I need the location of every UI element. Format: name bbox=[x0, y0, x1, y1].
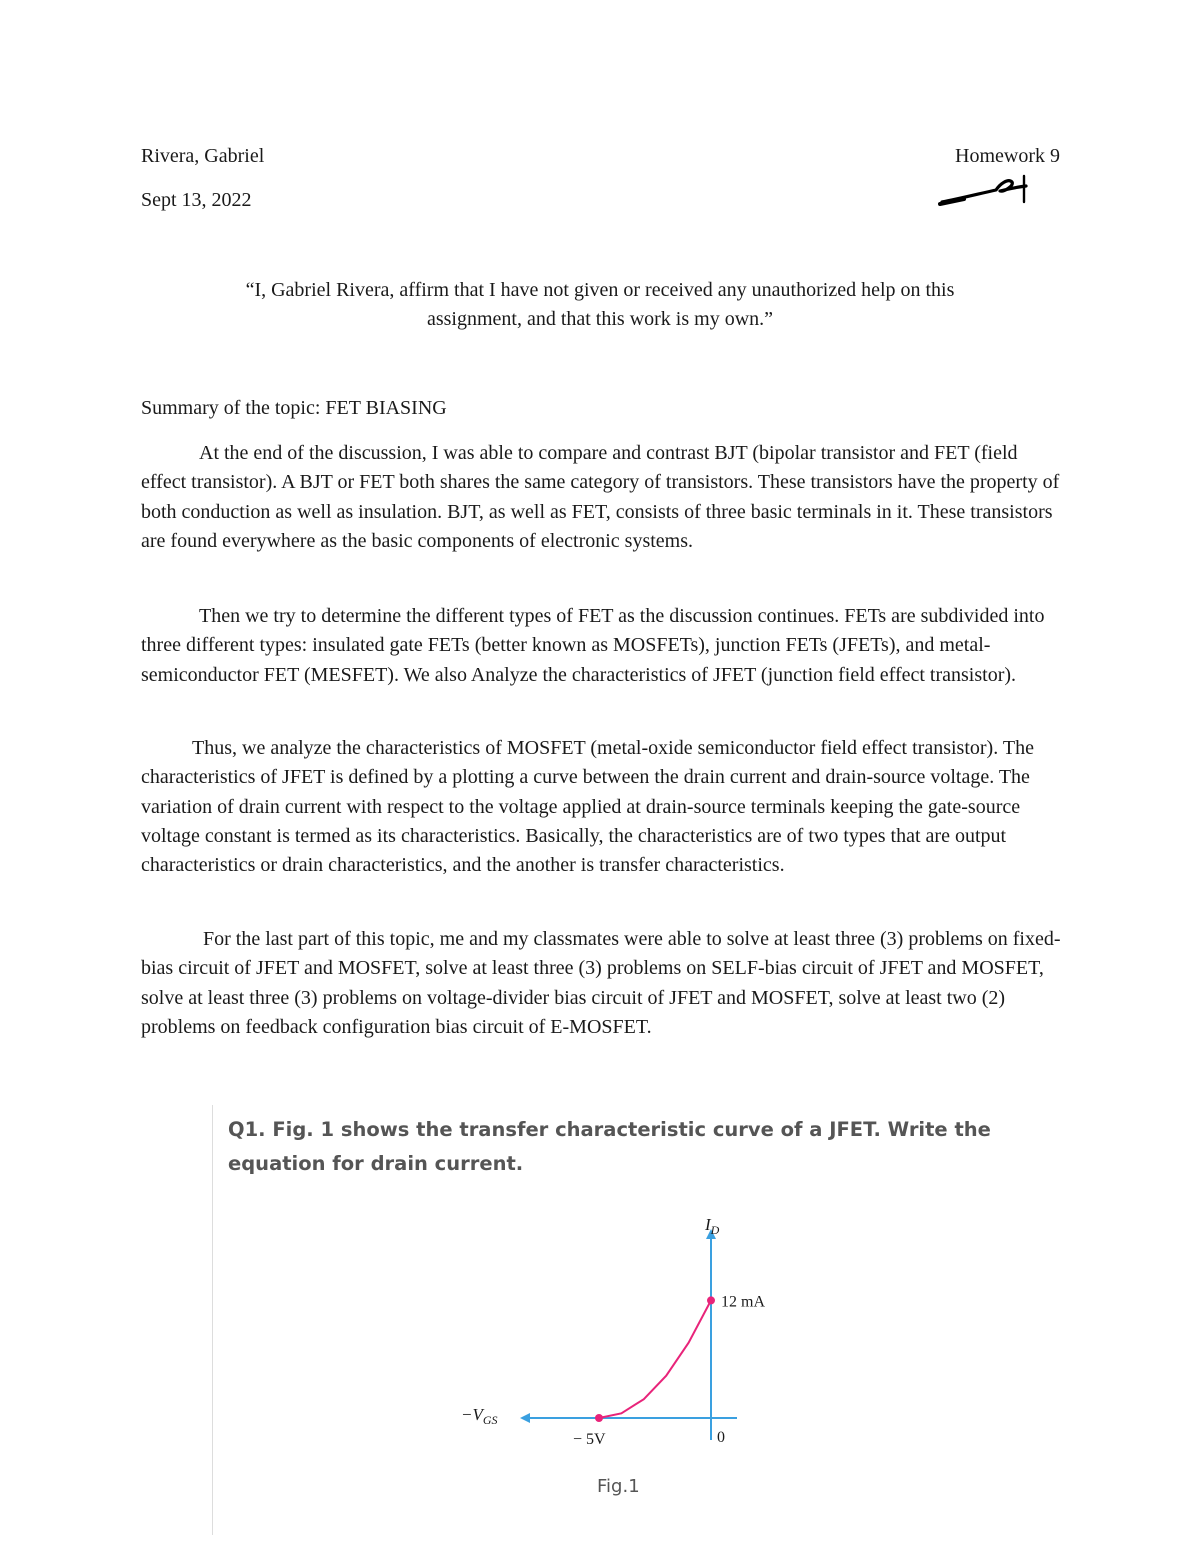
paragraph-1: At the end of the discussion, I was able to compare and contrast BJT (bipolar transistor and FET (field effect transistor). A BJT or FET both shares the same category of transistors. These transistors have the property of both conduction as well as insulation. BJT, as well as FET, consists of three basic terminals in it. These transistors are found everywhere as the basic components of electronic systems. bbox=[141, 442, 1060, 552]
paragraph-2: Then we try to determine the different types of FET as the discussion continues. FETs are subdivided into three different types: insulated gate FETs (better known as MOSFETs), junction FETs (JFETs), and metal-semiconductor FET (MESFET). We also Analyze the characteristics of JFET (junction field effect transistor). bbox=[141, 605, 1045, 686]
transfer-curve bbox=[599, 1300, 711, 1418]
figure-caption: Fig.1 bbox=[597, 1476, 640, 1497]
data-point-vgs-off bbox=[595, 1414, 603, 1422]
x-tick-label-left: − 5V bbox=[573, 1431, 606, 1448]
summary-heading: Summary of the topic: FET BIASING bbox=[141, 397, 447, 419]
transfer-characteristic-chart bbox=[213, 1105, 1013, 1535]
y-tick-label: 12 mA bbox=[721, 1293, 765, 1311]
x-tick-label-origin: 0 bbox=[717, 1429, 725, 1446]
assignment-title: Homework 9 bbox=[955, 145, 1060, 167]
submission-date: Sept 13, 2022 bbox=[141, 189, 252, 211]
data-point-idss bbox=[707, 1296, 715, 1304]
y-axis-label: $I_D$ bbox=[705, 1215, 720, 1237]
paragraph-3: Thus, we analyze the characteristics of MOSFET (metal-oxide semiconductor field effect transistor). The characteristics of JFET is defined by a plotting a curve between the drain current and drain-source voltage. The variation of drain current with respect to the voltage applied at drain-source terminals keeping the gate-source voltage constant is termed as its characteristics. Basically, the characteristics are of two types that are output characteristics or drain characteristics, and the another is transfer characteristics. bbox=[141, 737, 1034, 877]
x-axis-label: $-V_{GS}$ bbox=[461, 1405, 498, 1427]
honor-statement bbox=[141, 276, 1059, 334]
question-figure-block bbox=[212, 1105, 1013, 1535]
honor-statement-line-1: “I, Gabriel Rivera, affirm that I have not given or received any unauthorized help on this bbox=[245, 279, 955, 301]
paragraph-4: For the last part of this topic, me and my classmates were able to solve at least three (3) problems on fixed-bias circuit of JFET and MOSFET, solve at least three (3) problems on SELF-bias circuit of JFET and MOSFET, solve at least three (3) problems on voltage-divider bias circuit of JFET and MOSFET, solve at least two (2) problems on feedback configuration bias circuit of E-MOSFET. bbox=[141, 928, 1061, 1038]
question-text: Q1. Fig. 1 shows the transfer characteristic curve of a JFET. Write the equation for drain current. bbox=[228, 1118, 991, 1175]
student-name: Rivera, Gabriel bbox=[141, 145, 265, 167]
honor-statement-line-2: assignment, and that this work is my own.” bbox=[426, 308, 774, 330]
signature-image bbox=[938, 172, 1034, 210]
